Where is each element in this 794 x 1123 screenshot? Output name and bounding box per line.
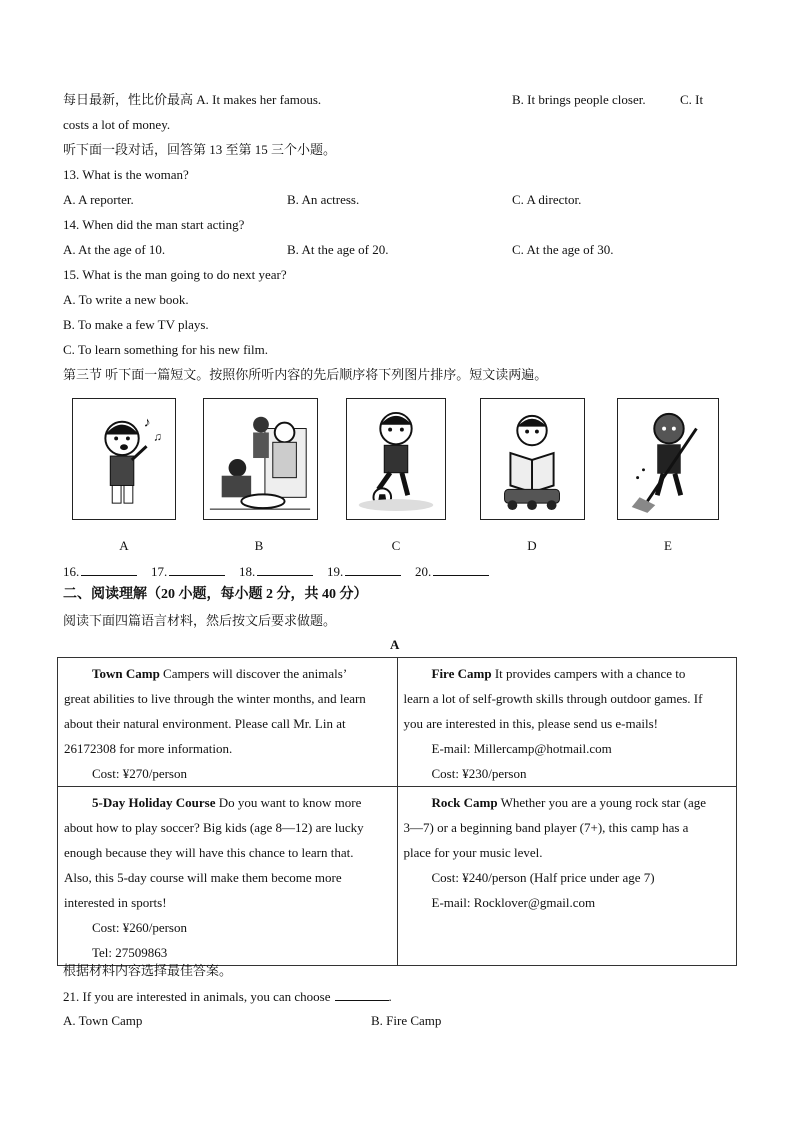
- blank-16-number: 16.: [63, 564, 80, 579]
- holiday-course-line-1: Do you want to know more: [218, 795, 362, 810]
- town-camp-line-4: 26172308 for more information.: [64, 741, 233, 756]
- rock-camp-title: Rock Camp: [431, 795, 498, 810]
- blank-20-line[interactable]: [433, 563, 489, 576]
- reading-heading: 二、阅读理解（20 小题，每小题 2 分，共 40 分）: [63, 587, 368, 602]
- blank-20-number: 20.: [415, 564, 432, 579]
- q21-blank[interactable]: [335, 988, 389, 1001]
- blank-16-line[interactable]: [81, 563, 137, 576]
- q15-option-b: B. To make a few TV plays.: [63, 317, 209, 332]
- holiday-course-line-3: enough because they will have this chance to learn that.: [64, 845, 354, 860]
- town-camp-line-2: great abilities to live through the winter months, and learn: [64, 691, 366, 706]
- holiday-course-line-5: interested in sports!: [64, 895, 167, 910]
- q13-question: 13. What is the woman?: [63, 167, 189, 182]
- q14-option-c: C. At the age of 30.: [512, 242, 614, 257]
- svg-text:♪: ♪: [143, 414, 151, 430]
- q21-option-a: A. Town Camp: [63, 1013, 143, 1028]
- holiday-course-line-4: Also, this 5-day course will make them become more: [64, 870, 342, 885]
- reading-book-illustration: [481, 399, 584, 519]
- town-camp-title: Town Camp: [92, 666, 160, 681]
- section3-instruction: 第三节 听下面一篇短文。按照你所听内容的先后顺序将下列图片排序。短文读两遍。: [63, 367, 548, 382]
- picture-c-playing-soccer: [346, 398, 446, 520]
- rock-camp-line-3: place for your music level.: [403, 845, 543, 860]
- rock-camp-email: E-mail: Rocklover@gmail.com: [431, 895, 596, 910]
- fire-camp-cell: [397, 658, 737, 787]
- boy-singing-illustration: [73, 399, 175, 519]
- rock-camp-cell: [397, 787, 737, 966]
- q14-option-b: B. At the age of 20.: [287, 242, 389, 257]
- q13-option-b: B. An actress.: [287, 192, 360, 207]
- blank-17-number: 17.: [151, 564, 168, 579]
- picture-d-reading-book: [480, 398, 585, 520]
- blank-19-number: 19.: [327, 564, 344, 579]
- reading-instruction: 阅读下面四篇语言材料，然后按文后要求做题。: [63, 613, 337, 628]
- picture-e-sweeping: [617, 398, 719, 520]
- blank-18[interactable]: [239, 563, 313, 580]
- q12-option-c-cont: costs a lot of money.: [63, 117, 171, 132]
- holiday-course-tel: Tel: 27509863: [92, 945, 168, 960]
- fire-camp-cost: Cost: ¥230/person: [431, 766, 527, 781]
- town-camp-cost: Cost: ¥270/person: [92, 766, 187, 781]
- blank-18-line[interactable]: [257, 563, 313, 576]
- picture-label-d: D: [527, 538, 537, 553]
- fire-camp-line-3: you are interested in this, please send us e-mails!: [403, 716, 659, 731]
- rock-camp-cost: Cost: ¥240/person (Half price under age 7): [431, 870, 655, 885]
- instruction-13-15: 听下面一段对话，回答第 13 至第 15 三个小题。: [63, 142, 337, 157]
- picture-label-c: C: [391, 538, 401, 553]
- rock-camp-line-2: 3—7) or a beginning band player (7+), this camp has a: [403, 820, 689, 835]
- picture-label-b: B: [254, 538, 264, 553]
- q21-question: 21. If you are interested in animals, you can choose: [63, 989, 331, 1004]
- q21-option-b: B. Fire Camp: [371, 1013, 442, 1028]
- blank-16[interactable]: [63, 563, 137, 580]
- blank-19-line[interactable]: [345, 563, 401, 576]
- holiday-course-title: 5-Day Holiday Course: [92, 795, 216, 810]
- sweeping-illustration: [618, 399, 718, 519]
- q14-question: 14. When did the man start acting?: [63, 217, 245, 232]
- q12-option-a-line: 每日最新，性比价最高 A. It makes her famous.: [63, 92, 322, 107]
- q15-option-c: C. To learn something for his new film.: [63, 342, 269, 357]
- fire-camp-email: E-mail: Millercamp@hotmail.com: [431, 741, 612, 756]
- town-camp-cell: [58, 658, 398, 787]
- blank-18-number: 18.: [239, 564, 256, 579]
- fire-camp-line-1: It provides campers with a chance to: [494, 666, 686, 681]
- blank-19[interactable]: [327, 563, 401, 580]
- picture-label-e: E: [664, 538, 672, 553]
- q14-option-a: A. At the age of 10.: [63, 242, 166, 257]
- town-camp-line-3: about their natural environment. Please call Mr. Lin at: [64, 716, 346, 731]
- q15-option-a: A. To write a new book.: [63, 292, 189, 307]
- choose-instruction: 根据材料内容选择最佳答案。: [63, 963, 233, 978]
- holiday-course-cost: Cost: ¥260/person: [92, 920, 187, 935]
- passage-label: A: [390, 637, 400, 652]
- q12-option-c: C. It: [680, 92, 704, 107]
- fire-camp-line-2: learn a lot of self-growth skills through outdoor games. If: [403, 691, 703, 706]
- holiday-course-cell: [58, 787, 398, 966]
- q15-question: 15. What is the man going to do next year?: [63, 267, 287, 282]
- q21-question-line: [63, 988, 392, 1005]
- q13-option-a: A. A reporter.: [63, 192, 134, 207]
- q12-option-b: B. It brings people closer.: [512, 92, 646, 107]
- picture-a-boy-singing: [72, 398, 176, 520]
- washing-feet-illustration: [204, 399, 317, 519]
- blank-17[interactable]: [151, 563, 225, 580]
- q21-end: .: [388, 989, 392, 1004]
- camp-table: [57, 657, 737, 966]
- town-camp-line-1: Campers will discover the animals’: [163, 666, 348, 681]
- q13-option-c: C. A director.: [512, 192, 582, 207]
- picture-b-washing-feet: [203, 398, 318, 520]
- rock-camp-line-1: Whether you are a young rock star (age: [500, 795, 706, 810]
- holiday-course-line-2: about how to play soccer? Big kids (age 8—12) are lucky: [64, 820, 364, 835]
- picture-label-a: A: [119, 538, 129, 553]
- blank-17-line[interactable]: [169, 563, 225, 576]
- blank-20[interactable]: [415, 563, 489, 580]
- svg-text:♫: ♫: [153, 430, 163, 444]
- playing-soccer-illustration: [347, 399, 445, 519]
- fire-camp-title: Fire Camp: [431, 666, 492, 681]
